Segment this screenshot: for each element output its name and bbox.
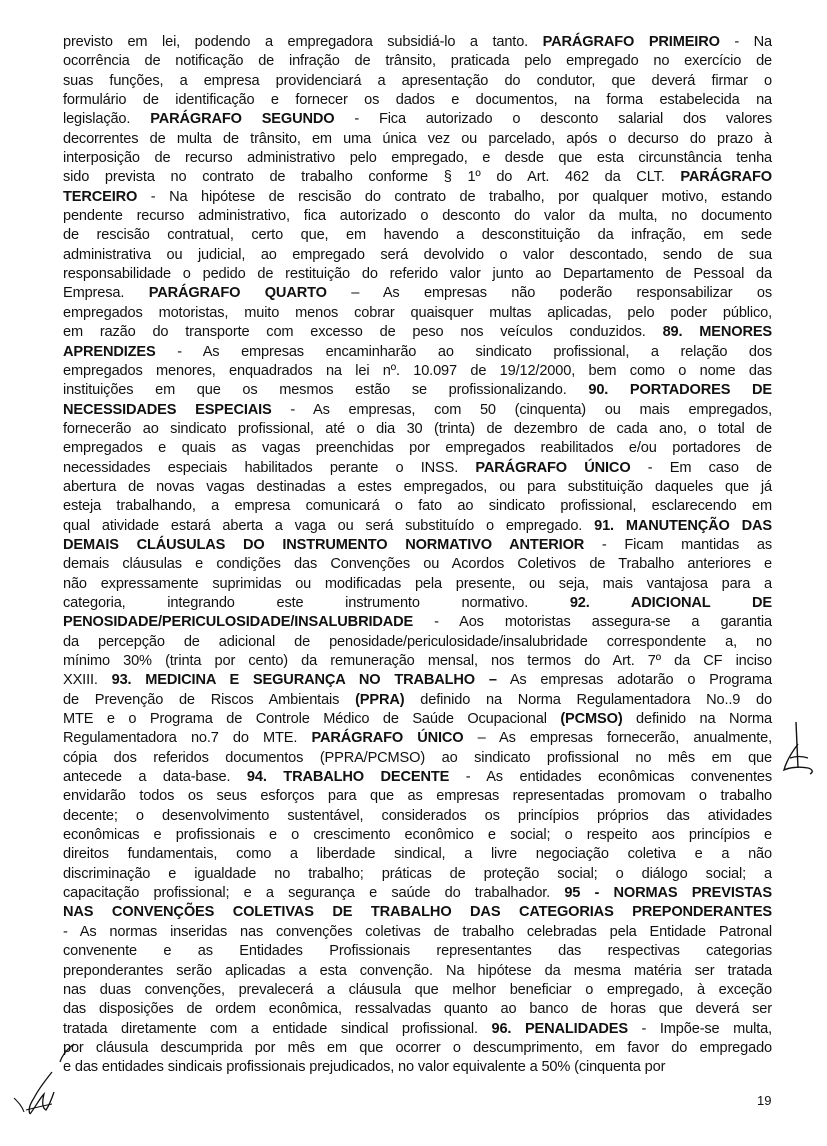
text-line: [63, 246, 772, 265]
text-line: [63, 942, 772, 961]
text-line: [63, 207, 772, 226]
text-line: [63, 343, 772, 362]
text-line: [63, 845, 772, 864]
bold-heading-text: NECESSIDADES ESPECIAIS: [63, 401, 272, 418]
body-text: sido prevista no contrato de trabalho conforme § 1º do Art. 462 da CLT.: [63, 169, 681, 186]
body-text: XXIII.: [63, 672, 112, 689]
body-text: previsto em lei, podendo a empregadora subsidiá-lo a tanto.: [63, 34, 543, 50]
text-line: [63, 149, 772, 168]
text-line: [63, 555, 772, 574]
body-text: abertura de novas vagas destinadas a estes empregados, ou para substituição daqueles que já: [63, 478, 772, 495]
body-text: - Na hipótese de rescisão do contrato de trabalho, por qualquer motivo, estando: [137, 188, 772, 205]
body-text: discriminação e igualdade no trabalho; práticas de proteção social; o diálogo social; a: [63, 865, 772, 882]
text-line: [63, 265, 772, 284]
body-text: capacitação profissional; e a segurança e saúde do trabalhador.: [63, 885, 565, 902]
body-text: da percepção de adicional de penosidade/periculosidade/insalubridade correspondente a, no: [63, 633, 772, 650]
body-text: – As empresas fornecerão, anualmente,: [463, 730, 772, 747]
text-line: [63, 1000, 772, 1019]
body-text: demais cláusulas e condições das Convenções ou Acordos Coletivos de Trabalho anteriores e: [63, 556, 772, 573]
text-line: [63, 110, 772, 129]
body-text: decente; o desenvolvimento sustentável, considerados os princípios próprios das atividades: [63, 807, 772, 824]
text-line: [63, 459, 772, 478]
body-text: – As empresas não poderão responsabilizar os: [326, 285, 773, 302]
body-text: - Em caso de: [630, 459, 773, 476]
body-text: qual atividade estará aberta a vaga ou será substituído o empregado.: [63, 517, 595, 534]
body-text: - Ficam mantidas as: [584, 536, 772, 553]
text-line: [63, 865, 772, 884]
bold-heading-text: 95 - NORMAS PREVISTAS: [564, 885, 772, 902]
text-line: [63, 381, 772, 400]
body-text: categoria, integrando este instrumento normativo.: [63, 594, 570, 611]
body-text: mínimo 30% (trinta por cento) da remuneração mensal, nos termos do Art. 7º da CF inciso: [63, 653, 772, 669]
text-line: [63, 420, 772, 439]
body-text: direitos fundamentais, como a liberdade sindical, a livre negociação coletiva e a não: [63, 846, 772, 863]
text-line: [63, 497, 772, 516]
text-line: [63, 826, 772, 845]
body-text: instituições em que os mesmos estão se profissionalizando.: [63, 382, 589, 399]
body-text: empregados motoristas, muito menos cobrar quaisquer multas aplicadas, pelo poder público,: [63, 304, 772, 321]
text-line: [63, 168, 772, 187]
bold-heading-text: (PPRA): [355, 691, 405, 708]
body-text: preponderantes serão aplicadas a esta convenção. Na hipótese da mesma matéria ser tratada: [63, 962, 772, 979]
text-line: [63, 188, 772, 207]
body-text: antecede a data-base.: [63, 769, 247, 786]
body-text: pendente recurso administrativo, fica autorizado o desconto do valor da multa, no documento: [63, 208, 772, 225]
body-text: tratada diretamente com a entidade sindical profissional.: [63, 1020, 492, 1037]
bold-heading-text: 90. PORTADORES DE: [588, 382, 772, 399]
bold-heading-text: 96. PENALIDADES: [491, 1020, 628, 1037]
body-text: de rescisão contratual, certo que, em havendo a desconstituição da infração, em sede: [63, 227, 772, 244]
text-line: [63, 323, 772, 342]
text-line: [63, 91, 772, 110]
text-line: [63, 787, 772, 806]
body-text: responsabilidade o pedido de restituição do referido valor junto ao Departamento de Pessoal da: [63, 266, 772, 283]
text-line: [63, 633, 772, 652]
bold-heading-text: PENOSIDADE/PERICULOSIDADE/INSALUBRIDADE: [63, 614, 414, 631]
text-line: [63, 284, 772, 303]
text-line: [63, 729, 772, 748]
bold-heading-text: DEMAIS CLÁUSULAS DO INSTRUMENTO NORMATIVO ANTERIOR: [63, 536, 585, 553]
text-line: [63, 362, 772, 381]
text-line: [63, 72, 772, 91]
text-line: [63, 710, 772, 729]
text-line: [63, 768, 772, 787]
body-text: necessidades especiais habilitados perante o INSS.: [63, 459, 476, 476]
body-text: definido na Norma Regulamentadora No..9 do: [404, 691, 772, 708]
bold-heading-text: PARÁGRAFO ÚNICO: [475, 459, 631, 476]
text-line: [63, 962, 772, 981]
bold-heading-text: PARÁGRAFO SEGUNDO: [150, 111, 335, 128]
body-text: definido na Norma: [622, 711, 773, 728]
bold-heading-text: 92. ADICIONAL DE: [569, 594, 772, 611]
body-text: - Na: [719, 34, 773, 50]
text-line: [63, 884, 772, 903]
bold-heading-text: 93. MEDICINA E SEGURANÇA NO TRABALHO –: [111, 672, 497, 689]
body-text: - Fica autorizado o desconto salarial dos valores: [334, 111, 772, 128]
body-text: esteja trabalhando, a empresa comunicará o fato ao sindicato profissional, esclarecendo em: [63, 498, 772, 515]
text-line: [63, 401, 772, 420]
text-line: [63, 536, 772, 555]
body-text: suas funções, a empresa providenciará a apresentação do condutor, que deverá firmar o: [63, 72, 772, 89]
body-text: em razão do transporte com excesso de peso nos veículos conduzidos.: [63, 324, 663, 341]
body-text: fornecerão ao sindicato profissional, até o dia 30 (trinta) de dezembro de cada ano, o total de: [63, 420, 772, 437]
text-line: [63, 304, 772, 323]
bold-heading-text: NAS CONVENÇÕES COLETIVAS DE TRABALHO DAS CATEGORIAS PREPONDERANTES: [63, 904, 772, 921]
body-text: não expressamente suprimidas ou modificadas pela presente, ou seja, mais vantajosa para a: [63, 575, 772, 592]
text-line: [63, 652, 772, 671]
body-text: de Prevenção de Riscos Ambientais: [63, 691, 356, 708]
body-text: MTE e o Programa de Controle Médico de Saúde Ocupacional: [63, 711, 561, 728]
body-text: - As empresas encaminharão ao sindicato profissional, a relação dos: [155, 343, 772, 360]
bold-heading-text: APRENDIZES: [63, 343, 156, 360]
text-line: [63, 671, 772, 690]
body-text: - Impõe-se multa,: [627, 1020, 772, 1037]
body-text: As empresas adotarão o Programa: [496, 672, 772, 689]
text-line: [63, 613, 772, 632]
text-line: [63, 575, 772, 594]
text-line: [63, 691, 772, 710]
text-line: [63, 807, 772, 826]
body-text: interposição de recurso administrativo pelo empregado, e desde que esta circunstância tenha: [63, 150, 772, 167]
body-text: Empresa.: [63, 285, 149, 302]
body-text: econômicas e profissionais e o crescimento econômico e social; o respeito aos princípios e: [63, 827, 772, 844]
body-text: empregados e quais as vagas preenchidas por empregados reabilitados e/ou portadores de: [63, 440, 772, 457]
text-line: [63, 903, 772, 922]
body-text: administrativa ou judicial, ao empregado será devolvido o valor descontado, sendo de sua: [63, 246, 772, 263]
text-line: [63, 130, 772, 149]
body-text: formulário de identificação e fornecer os dados e documentos, na forma estabelecida na: [63, 92, 772, 109]
signature-initials-right: [778, 718, 818, 788]
text-line: [63, 1020, 772, 1039]
text-line: [63, 923, 772, 942]
text-line: [63, 981, 772, 1000]
bold-heading-text: PARÁGRAFO QUARTO: [148, 285, 327, 302]
bold-heading-text: (PCMSO): [560, 711, 623, 728]
body-text: e das entidades sindicais profissionais prejudicados, no valor equivalente a 50% (cinquenta por: [63, 1059, 666, 1076]
body-text: das disposições de ordem econômica, ressalvadas quanto ao banco de horas que deverá ser: [63, 1001, 772, 1018]
text-line: [63, 52, 772, 71]
text-line: [63, 517, 772, 536]
body-text: - As empresas, com 50 (cinquenta) ou mais empregados,: [271, 401, 772, 418]
text-line: [63, 226, 772, 245]
text-line: [63, 33, 772, 52]
text-line: [63, 478, 772, 497]
signature-initials-left: [8, 1040, 80, 1120]
bold-heading-text: TERCEIRO: [63, 188, 138, 205]
bold-heading-text: PARÁGRAFO ÚNICO: [311, 730, 464, 747]
body-text: empregados menores, enquadrados na lei nº. 10.097 de 19/12/2000, bem como o nome das: [63, 362, 772, 379]
bold-heading-text: 89. MENORES: [662, 324, 772, 341]
body-text: envidarão todos os seus esforços para que as empresas representadas promovam o trabalho: [63, 788, 772, 805]
text-line: [63, 1039, 772, 1058]
body-text: - As entidades econômicas convenentes: [449, 769, 772, 786]
bold-heading-text: PARÁGRAFO: [680, 169, 772, 186]
bold-heading-text: 91. MANUTENÇÃO DAS: [594, 517, 772, 534]
bold-heading-text: PARÁGRAFO PRIMEIRO: [542, 34, 720, 50]
body-text: - As normas inseridas nas convenções coletivas de trabalho celebradas pela Entidade Patronal: [63, 923, 772, 940]
document-body: [63, 33, 772, 1078]
bold-heading-text: 94. TRABALHO DECENTE: [246, 769, 450, 786]
body-text: Regulamentadora no.7 do MTE.: [63, 730, 312, 747]
text-line: [63, 439, 772, 458]
text-line: [63, 1058, 772, 1077]
body-text: convenente e as Entidades Profissionais representantes das respectivas categorias: [63, 943, 772, 960]
body-text: por cláusula descumprida por mês em que ocorrer o descumprimento, em favor do empregado: [63, 1039, 772, 1056]
body-text: nas duas convenções, prevalecerá a cláusula que melhor beneficiar o empregado, à exceção: [63, 981, 772, 998]
body-text: ocorrência de notificação de infração de trânsito, praticada pelo empregado no exercício de: [63, 53, 772, 70]
body-text: legislação.: [63, 111, 151, 128]
text-line: [63, 594, 772, 613]
body-text: decorrentes de multa de trânsito, em uma única vez ou parcelado, após o decurso do prazo à: [63, 130, 772, 147]
body-text: - Aos motoristas assegura-se a garantia: [413, 614, 772, 631]
text-line: [63, 749, 772, 768]
page-number: 19: [757, 1093, 772, 1108]
body-text: cópia dos referidos documentos (PPRA/PCMSO) ao sindicato profissional no mês em que: [63, 749, 772, 766]
